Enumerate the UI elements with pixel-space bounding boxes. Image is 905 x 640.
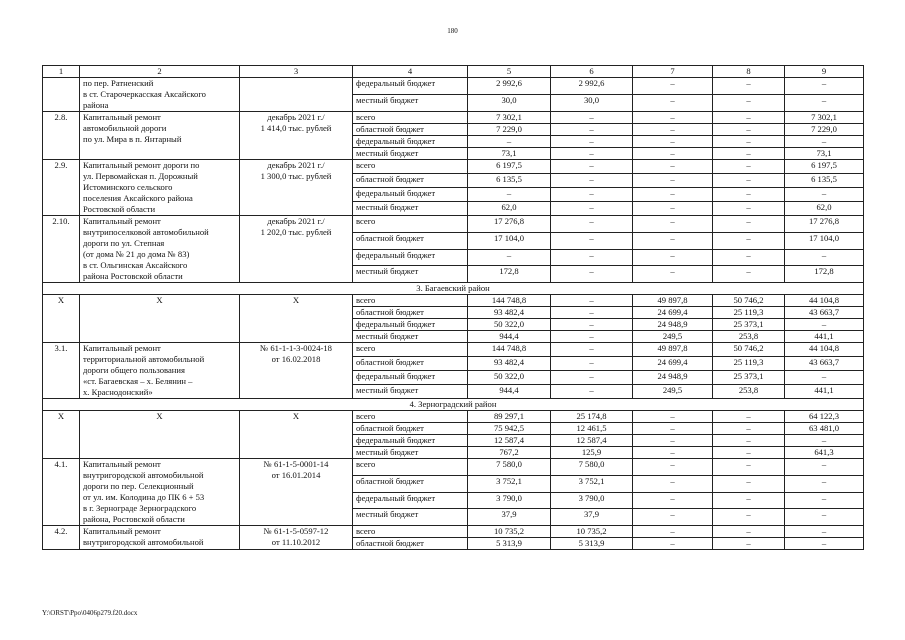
object-name-line: дороги общего пользования (83, 365, 185, 375)
object-name-line: от ул. им. Колодина до ПК 6 + 53 (83, 492, 205, 502)
amount-cell: – (713, 459, 785, 476)
amount-cell: 24 948,9 (633, 319, 713, 331)
amount-cell: – (713, 447, 785, 459)
budget-table (42, 65, 864, 550)
item-number: 2.9. (43, 160, 80, 216)
amount-cell: 125,9 (551, 447, 633, 459)
object-name (80, 78, 240, 112)
funding-source: местный бюджет (353, 148, 468, 160)
column-number-6: 6 (551, 66, 633, 78)
completion-info (240, 411, 353, 459)
funding-source: местный бюджет (353, 331, 468, 343)
footer-file-path: Y:\ORST\Ppo\0406p279.f20.docx (42, 609, 138, 617)
object-name-line: по пер. Ратненский (83, 78, 154, 88)
object-name-line: автомобильной дороги (83, 123, 167, 133)
amount-cell: 25 119,3 (713, 307, 785, 319)
amount-cell: 5 313,9 (468, 538, 551, 550)
object-name-line: Х (156, 295, 163, 305)
section-row (43, 399, 864, 411)
funding-source: областной бюджет (353, 423, 468, 435)
completion-info-line: декабрь 2021 г./ (267, 112, 325, 122)
amount-cell: 7 580,0 (551, 459, 633, 476)
amount-cell: – (551, 343, 633, 357)
amount-cell: 3 790,0 (551, 492, 633, 509)
funding-source: местный бюджет (353, 202, 468, 216)
amount-cell: – (551, 148, 633, 160)
object-name-line: в ст. Ольгинская Аксайского (83, 260, 188, 270)
amount-cell: – (785, 435, 864, 447)
funding-source: областной бюджет (353, 538, 468, 550)
amount-cell: – (633, 202, 713, 216)
amount-cell: – (633, 411, 713, 423)
amount-cell: 37,9 (551, 509, 633, 526)
amount-cell: 249,5 (633, 385, 713, 399)
completion-info (240, 295, 353, 343)
amount-cell: 30,0 (468, 95, 551, 112)
object-name-line: Х (156, 411, 163, 421)
funding-source: областной бюджет (353, 475, 468, 492)
amount-cell: 6 197,5 (468, 160, 551, 174)
amount-cell: – (633, 249, 713, 266)
funding-source: всего (353, 160, 468, 174)
table-row (43, 295, 864, 307)
amount-cell: 50 322,0 (468, 371, 551, 385)
object-name-line: внутригородской автомобильной (83, 470, 204, 480)
amount-cell: – (551, 202, 633, 216)
funding-source: областной бюджет (353, 124, 468, 136)
column-number-9: 9 (785, 66, 864, 78)
amount-cell: 3 752,1 (468, 475, 551, 492)
table-row (43, 112, 864, 124)
amount-cell: – (633, 124, 713, 136)
funding-source: местный бюджет (353, 95, 468, 112)
amount-cell: 50 746,2 (713, 295, 785, 307)
item-number: 4.2. (43, 526, 80, 550)
amount-cell: – (713, 148, 785, 160)
amount-cell: 172,8 (785, 266, 864, 283)
funding-source: федеральный бюджет (353, 319, 468, 331)
completion-info (240, 112, 353, 160)
object-name (80, 411, 240, 459)
amount-cell: – (785, 492, 864, 509)
amount-cell: 2 992,6 (551, 78, 633, 95)
amount-cell: – (713, 266, 785, 283)
amount-cell: – (785, 319, 864, 331)
amount-cell: – (551, 136, 633, 148)
funding-source: федеральный бюджет (353, 492, 468, 509)
amount-cell: – (551, 160, 633, 174)
amount-cell: 944,4 (468, 385, 551, 399)
object-name-line: района (83, 100, 109, 110)
column-number-7: 7 (633, 66, 713, 78)
object-name-line: поселения Аксайского района (83, 193, 193, 203)
amount-cell: – (713, 249, 785, 266)
amount-cell: 641,3 (785, 447, 864, 459)
amount-cell: – (633, 112, 713, 124)
completion-info-line: от 16.02.2018 (271, 354, 321, 364)
amount-cell: 17 104,0 (785, 232, 864, 249)
amount-cell: – (551, 174, 633, 188)
funding-source: местный бюджет (353, 266, 468, 283)
amount-cell: – (713, 160, 785, 174)
object-name (80, 216, 240, 283)
amount-cell: 44 104,8 (785, 295, 864, 307)
amount-cell: 37,9 (468, 509, 551, 526)
object-name-line: района Ростовской области (83, 271, 183, 281)
amount-cell: 7 229,0 (785, 124, 864, 136)
object-name (80, 295, 240, 343)
object-name-line: Капитальный ремонт (83, 216, 161, 226)
amount-cell: 17 276,8 (785, 216, 864, 233)
amount-cell: – (713, 216, 785, 233)
amount-cell: – (713, 188, 785, 202)
amount-cell: – (551, 249, 633, 266)
completion-info (240, 459, 353, 526)
funding-source: всего (353, 295, 468, 307)
amount-cell: – (633, 148, 713, 160)
amount-cell: – (633, 216, 713, 233)
amount-cell: 44 104,8 (785, 343, 864, 357)
amount-cell: 7 302,1 (785, 112, 864, 124)
amount-cell: – (633, 492, 713, 509)
amount-cell: – (785, 136, 864, 148)
amount-cell: 64 122,3 (785, 411, 864, 423)
completion-info-line: № 61-1-5-0597-12 (263, 526, 329, 536)
completion-info-line: 1 414,0 тыс. рублей (260, 123, 332, 133)
completion-info-line: декабрь 2021 г./ (267, 216, 325, 226)
object-name-line: внутрипоселковой автомобильной (83, 227, 209, 237)
amount-cell: 17 104,0 (468, 232, 551, 249)
amount-cell: – (713, 509, 785, 526)
amount-cell: – (785, 78, 864, 95)
amount-cell: – (713, 475, 785, 492)
amount-cell: – (713, 232, 785, 249)
object-name-line: х. Краснодонский» (83, 387, 153, 397)
completion-info-line: 1 300,0 тыс. рублей (260, 171, 332, 181)
object-name (80, 459, 240, 526)
object-name-line: дороги по ул. Степная (83, 238, 165, 248)
object-name-line: Истоминского сельского (83, 182, 173, 192)
amount-cell: – (551, 307, 633, 319)
amount-cell: 17 276,8 (468, 216, 551, 233)
amount-cell: – (713, 435, 785, 447)
amount-cell: 50 746,2 (713, 343, 785, 357)
completion-info (240, 160, 353, 216)
amount-cell: – (633, 509, 713, 526)
object-name-line: Капитальный ремонт (83, 459, 161, 469)
funding-source: федеральный бюджет (353, 249, 468, 266)
amount-cell: – (713, 538, 785, 550)
amount-cell: 144 748,8 (468, 343, 551, 357)
amount-cell: 25 119,3 (713, 357, 785, 371)
amount-cell: 93 482,4 (468, 357, 551, 371)
funding-source: местный бюджет (353, 509, 468, 526)
amount-cell: 144 748,8 (468, 295, 551, 307)
funding-source: областной бюджет (353, 174, 468, 188)
funding-source: федеральный бюджет (353, 371, 468, 385)
amount-cell: 49 897,8 (633, 343, 713, 357)
amount-cell: – (785, 188, 864, 202)
item-number: 3.1. (43, 343, 80, 399)
column-number-1: 1 (43, 66, 80, 78)
completion-info (240, 78, 353, 112)
section-row (43, 283, 864, 295)
amount-cell: – (468, 249, 551, 266)
header-row (43, 66, 864, 78)
amount-cell: – (713, 526, 785, 538)
funding-source: федеральный бюджет (353, 435, 468, 447)
funding-source: всего (353, 526, 468, 538)
amount-cell: 75 942,5 (468, 423, 551, 435)
completion-info-line: Х (292, 411, 300, 421)
table-row (43, 216, 864, 233)
funding-source: всего (353, 459, 468, 476)
object-name (80, 526, 240, 550)
amount-cell: 30,0 (551, 95, 633, 112)
section-title: 3. Багаевский район (43, 283, 864, 295)
amount-cell: 25 174,8 (551, 411, 633, 423)
completion-info (240, 343, 353, 399)
amount-cell: 7 229,0 (468, 124, 551, 136)
amount-cell: – (551, 295, 633, 307)
amount-cell: – (785, 371, 864, 385)
amount-cell: 253,8 (713, 331, 785, 343)
funding-source: местный бюджет (353, 385, 468, 399)
amount-cell: – (551, 124, 633, 136)
funding-source: всего (353, 411, 468, 423)
column-number-8: 8 (713, 66, 785, 78)
completion-info-line: № 61-1-5-0001-14 (263, 459, 329, 469)
amount-cell: – (551, 331, 633, 343)
amount-cell: – (633, 266, 713, 283)
amount-cell: – (785, 459, 864, 476)
object-name-line: «ст. Багаевская – х. Белянин – (83, 376, 193, 386)
funding-source: всего (353, 216, 468, 233)
amount-cell: – (713, 492, 785, 509)
object-name-line: в г. Зернограде Зерноградского (83, 503, 197, 513)
amount-cell: 73,1 (468, 148, 551, 160)
completion-info-line: от 16.01.2014 (271, 470, 321, 480)
completion-info-line: № 61-1-1-3-0024-18 (260, 343, 332, 353)
page-number: 180 (447, 27, 458, 35)
item-number: 2.10. (43, 216, 80, 283)
amount-cell: – (551, 357, 633, 371)
amount-cell: 62,0 (785, 202, 864, 216)
object-name-line: Капитальный ремонт (83, 526, 161, 536)
column-number-3: 3 (240, 66, 353, 78)
amount-cell: – (785, 538, 864, 550)
amount-cell: – (713, 95, 785, 112)
item-number: 2.8. (43, 112, 80, 160)
amount-cell: 2 992,6 (468, 78, 551, 95)
completion-info-line: Х (292, 295, 300, 305)
object-name-line: по ул. Мира в п. Янтарный (83, 134, 182, 144)
amount-cell: 172,8 (468, 266, 551, 283)
object-name-line: в ст. Старочеркасская Аксайского (83, 89, 206, 99)
funding-source: всего (353, 112, 468, 124)
amount-cell: 25 373,1 (713, 371, 785, 385)
object-name-line: Капитальный ремонт дороги по (83, 160, 200, 170)
completion-info-line: 1 202,0 тыс. рублей (260, 227, 332, 237)
amount-cell: – (713, 112, 785, 124)
object-name (80, 343, 240, 399)
object-name-line: территориальной автомобильной (83, 354, 205, 364)
amount-cell: – (551, 112, 633, 124)
amount-cell: – (713, 423, 785, 435)
amount-cell: 5 313,9 (551, 538, 633, 550)
completion-info-line: от 11.10.2012 (271, 537, 321, 547)
amount-cell: – (633, 95, 713, 112)
amount-cell: – (713, 174, 785, 188)
funding-source: областной бюджет (353, 357, 468, 371)
funding-source: областной бюджет (353, 307, 468, 319)
object-name-line: (от дома № 21 до дома № 83) (83, 249, 190, 259)
object-name-line: внутригородской автомобильной (83, 537, 204, 547)
amount-cell: – (633, 475, 713, 492)
amount-cell: – (713, 411, 785, 423)
item-number (43, 78, 80, 112)
completion-info (240, 526, 353, 550)
amount-cell: 73,1 (785, 148, 864, 160)
amount-cell: 944,4 (468, 331, 551, 343)
item-number: 4.1. (43, 459, 80, 526)
amount-cell: 43 663,7 (785, 307, 864, 319)
amount-cell: 24 699,4 (633, 357, 713, 371)
amount-cell: – (551, 319, 633, 331)
funding-source: федеральный бюджет (353, 78, 468, 95)
table-row (43, 343, 864, 357)
amount-cell: 6 135,5 (785, 174, 864, 188)
amount-cell: 441,1 (785, 385, 864, 399)
amount-cell: 12 587,4 (551, 435, 633, 447)
amount-cell: – (713, 78, 785, 95)
column-number-5: 5 (468, 66, 551, 78)
completion-info (240, 216, 353, 283)
amount-cell: – (551, 216, 633, 233)
amount-cell: – (633, 78, 713, 95)
amount-cell: 441,1 (785, 331, 864, 343)
column-number-4: 4 (353, 66, 468, 78)
amount-cell: – (633, 174, 713, 188)
amount-cell: – (633, 423, 713, 435)
amount-cell: 43 663,7 (785, 357, 864, 371)
amount-cell: – (633, 459, 713, 476)
object-name (80, 160, 240, 216)
section-title: 4. Зерноградский район (43, 399, 864, 411)
item-number: Х (43, 411, 80, 459)
amount-cell: 10 735,2 (551, 526, 633, 538)
funding-source: всего (353, 343, 468, 357)
amount-cell: 25 373,1 (713, 319, 785, 331)
item-number: Х (43, 295, 80, 343)
amount-cell: 63 481,0 (785, 423, 864, 435)
table-row (43, 526, 864, 538)
amount-cell: – (633, 526, 713, 538)
amount-cell: – (551, 385, 633, 399)
completion-info-line: декабрь 2021 г./ (267, 160, 325, 170)
amount-cell: 50 322,0 (468, 319, 551, 331)
amount-cell: 10 735,2 (468, 526, 551, 538)
amount-cell: 89 297,1 (468, 411, 551, 423)
amount-cell: – (633, 232, 713, 249)
amount-cell: – (551, 232, 633, 249)
amount-cell: 93 482,4 (468, 307, 551, 319)
amount-cell: 6 135,5 (468, 174, 551, 188)
object-name-line: Ростовской области (83, 204, 156, 214)
amount-cell: – (633, 188, 713, 202)
amount-cell: 3 752,1 (551, 475, 633, 492)
amount-cell: 7 580,0 (468, 459, 551, 476)
funding-source: областной бюджет (353, 232, 468, 249)
object-name-line: дороги по пер. Селекционный (83, 481, 194, 491)
table-row (43, 459, 864, 476)
object-name (80, 112, 240, 160)
funding-source: местный бюджет (353, 447, 468, 459)
amount-cell: 253,8 (713, 385, 785, 399)
table-row (43, 411, 864, 423)
amount-cell: – (785, 475, 864, 492)
amount-cell: 62,0 (468, 202, 551, 216)
object-name-line: района, Ростовской области (83, 514, 185, 524)
amount-cell: – (633, 435, 713, 447)
amount-cell: 24 699,4 (633, 307, 713, 319)
amount-cell: – (468, 136, 551, 148)
amount-cell: – (551, 371, 633, 385)
amount-cell: 12 461,5 (551, 423, 633, 435)
amount-cell: – (713, 202, 785, 216)
amount-cell: – (713, 136, 785, 148)
object-name-line: Капитальный ремонт (83, 343, 161, 353)
funding-source: федеральный бюджет (353, 188, 468, 202)
object-name-line: ул. Первомайская п. Дорожный (83, 171, 198, 181)
amount-cell: 7 302,1 (468, 112, 551, 124)
amount-cell: 12 587,4 (468, 435, 551, 447)
amount-cell: 6 197,5 (785, 160, 864, 174)
amount-cell: – (468, 188, 551, 202)
column-number-2: 2 (80, 66, 240, 78)
table-row (43, 160, 864, 174)
amount-cell: – (633, 136, 713, 148)
amount-cell: – (785, 526, 864, 538)
amount-cell: – (633, 160, 713, 174)
amount-cell: – (713, 124, 785, 136)
amount-cell: – (633, 538, 713, 550)
object-name-line: Капитальный ремонт (83, 112, 161, 122)
amount-cell: 49 897,8 (633, 295, 713, 307)
amount-cell: – (633, 447, 713, 459)
amount-cell: – (785, 95, 864, 112)
amount-cell: – (551, 188, 633, 202)
table-row (43, 78, 864, 95)
amount-cell: 3 790,0 (468, 492, 551, 509)
amount-cell: – (785, 249, 864, 266)
amount-cell: 249,5 (633, 331, 713, 343)
amount-cell: – (785, 509, 864, 526)
funding-source: федеральный бюджет (353, 136, 468, 148)
amount-cell: 24 948,9 (633, 371, 713, 385)
amount-cell: 767,2 (468, 447, 551, 459)
amount-cell: – (551, 266, 633, 283)
